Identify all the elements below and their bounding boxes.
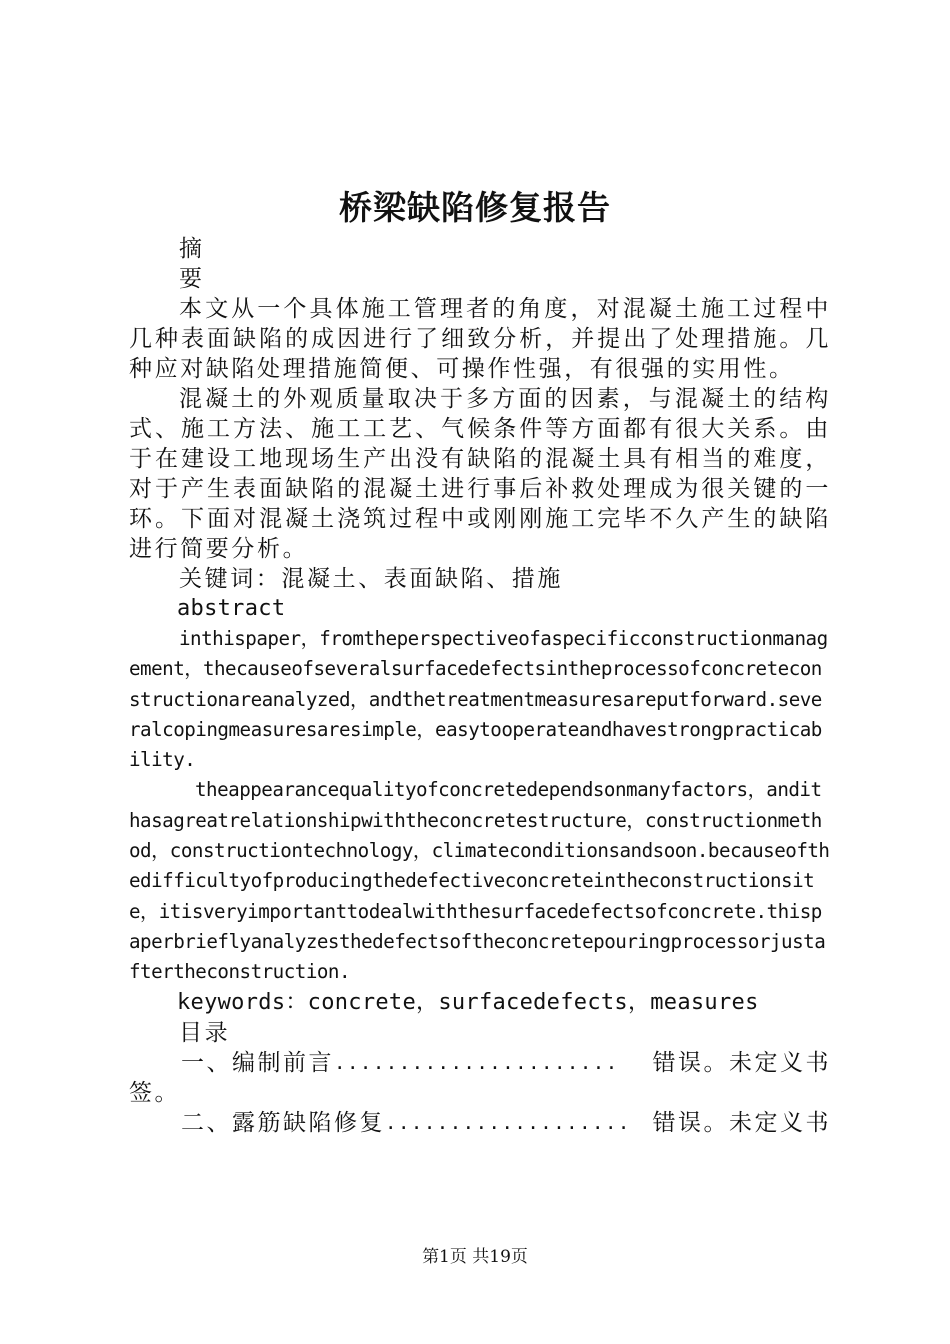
toc-entry-1-continuation: 签。	[129, 1079, 180, 1106]
toc-label: 目录	[179, 1019, 231, 1046]
abstract-label	[129, 234, 831, 294]
keywords-zh: 关键词：混凝土、表面缺陷、措施	[179, 566, 563, 592]
toc-entry-1-suffix: 错误。未定义书	[652, 1049, 831, 1076]
document-body	[129, 234, 831, 1138]
page-footer: 第1页 共19页	[422, 1247, 528, 1267]
abstract-zh-paragraph-1: 本文从一个具体施工管理者的角度，对混凝土施工过程中几种表面缺陷的成因进行了细致分析，并提出了处理措施。几种应对缺陷处理措施简便、可操作性强，有很强的实用性。	[129, 296, 831, 382]
toc-entry-2-text: 二、露筋缺陷修复	[181, 1109, 385, 1136]
document-title: 桥梁缺陷修复报告	[339, 188, 611, 227]
abstract-en-label: abstract	[177, 596, 286, 621]
toc-entry-2-suffix: 错误。未定义书	[652, 1109, 831, 1136]
keywords-en: keywords：concrete，surfacedefects，measures	[177, 989, 759, 1015]
abstract-zh-paragraph-2: 混凝土的外观质量取决于多方面的因素，与混凝土的结构式、施工方法、施工工艺、气候条件等方面都有很大关系。由于在建设工地现场生产出没有缺陷的混凝土具有相当的难度，对于产生表面缺陷的混凝土进行事后补救处理成为很关键的一环。下面对混凝土浇筑过程中或刚刚施工完毕不久产生的缺陷进行简要分析。	[129, 386, 831, 562]
abstract-label-char-2: 要	[179, 266, 202, 292]
abstract-en-paragraph-1: inthispaper，fromtheperspectiveofaspecificconstructionmanagement，thecauseofseveralsurfacedefectsintheprocessofconcreteconstructionareanalyzed，andthetreatmentmeasuresareputforward.severalcopingmeasuresaresimple，easytooperateandhavestrongpracticability.	[129, 627, 828, 772]
toc-entry-1-text: 一、编制前言	[181, 1049, 334, 1076]
toc-entry-1-dots: ......................	[334, 1051, 619, 1074]
abstract-en-paragraph-2: theappearancequalityofconcretedependsonmanyfactors，andithasagreatrelationshipwiththeconcretestructure，constructionmethod，constructiontechnology，climateconditionsandsoon.becauseofthedifficultyofproducingthedefectiveconcreteintheconstructionsite，itisveryimportanttodealwiththesurfacedefectsofconcrete.thispaperbrieflyanalyzesthedefectsoftheconcretepouringprocessorjustaftertheconstruction.	[129, 778, 830, 984]
toc-entry-1-line	[129, 1048, 831, 1078]
toc-entry-2-line	[129, 1108, 831, 1138]
abstract-label-char-1: 摘	[179, 236, 202, 262]
toc-entry-2[interactable]	[129, 1108, 831, 1138]
toc-entry-2-dots: ...................	[385, 1111, 631, 1134]
toc-entry-1[interactable]	[129, 1048, 831, 1108]
